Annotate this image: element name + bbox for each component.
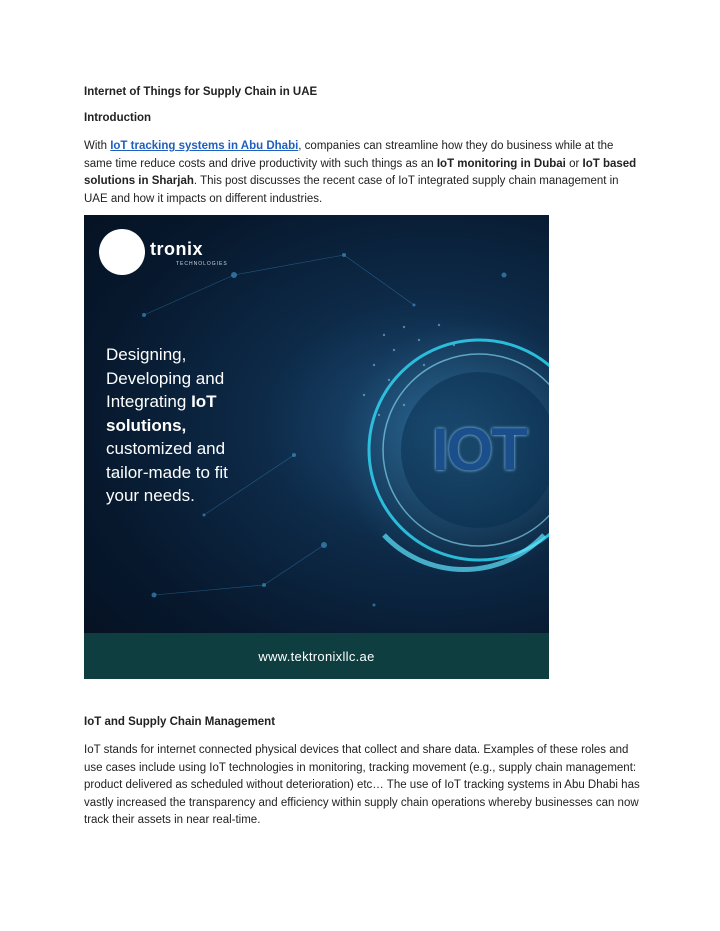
banner-footer <box>84 633 549 679</box>
intro-bold2: IoT based solutions in Sharjah <box>84 157 637 187</box>
intro-heading: Introduction <box>84 112 152 124</box>
tagline-strong: IoT <box>191 392 217 411</box>
banner-tagline <box>106 343 306 508</box>
page-title: Internet of Things for Supply Chain in UAE <box>84 86 318 98</box>
tagline-line: your needs. <box>106 486 195 505</box>
logo-subtitle: TECHNOLOGIES <box>176 261 228 267</box>
intro-mid2: or <box>565 157 583 170</box>
intro-bold1: IoT monitoring in Dubai <box>436 157 566 170</box>
tagline-line: customized and <box>106 439 226 458</box>
logo-name: tronix <box>150 239 204 259</box>
iot-graphic-label: IOT <box>432 416 526 483</box>
intro-suffix: . This post discusses the recent case of IoT integrated supply chain management in UAE and how it impacts on different industries. <box>84 175 619 205</box>
iot-tracking-link[interactable]: IoT tracking systems in Abu Dhabi <box>110 140 299 152</box>
promo-banner-image <box>84 215 549 679</box>
tagline-word: Integrating <box>106 392 192 411</box>
tagline-line: Developing and <box>106 368 225 388</box>
tagline-line: tailor-made to fit <box>106 462 228 482</box>
tagline-line: solutions, <box>106 415 187 435</box>
intro-paragraph <box>84 138 640 208</box>
tagline-line <box>106 390 306 414</box>
section-paragraph: IoT stands for internet connected physical devices that collect and share data. Examples of these roles and use cases include using IoT technologies in monitoring, tracking movement (e.g., supply chain management: product delivered as scheduled without deterioration) etc… The use of IoT tracking systems in Abu Dhabi has vastly increased the transparency and efficiency within supply chain operations whereby businesses can now track their assets in near real-time. <box>84 744 640 826</box>
banner-url: www.tektronixllc.ae <box>258 648 375 664</box>
section-heading: IoT and Supply Chain Management <box>84 716 276 728</box>
logo-wordmark <box>150 239 203 260</box>
intro-prefix: With <box>84 140 111 152</box>
tagline-line: Designing, <box>106 345 187 364</box>
intro-mid1: , companies can streamline how they do business while at the same time reduce costs and drive productivity with such things as an <box>84 140 614 170</box>
logo-mark-icon <box>99 229 145 275</box>
